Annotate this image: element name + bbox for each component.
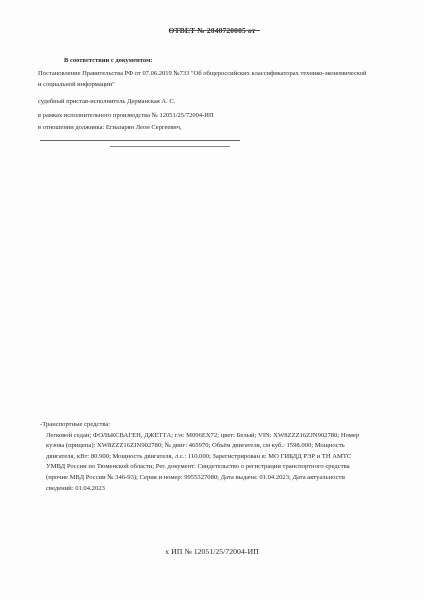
proceedings-line: в рамках исполнительного производства № 12051/25/72004-ИП	[38, 112, 214, 119]
proceedings-footer: х ИП № 12051/25/72004-ИП	[165, 547, 259, 556]
vehicle-details: Легковой седан; ФОЛЬКСВАГЕН, ДЖЕТТА; г/н: М096ЕХ72; цвет: Белый; VIN: XW8ZZZ16ZJN902780; Номер кузова (прицепа): XW8ZZZ16ZJN902780; № двиг: 465970; Объём двигателя, см куб.: 1598.000; Мощность двигателя, кВт: 80.900; Мощность двигателя, л.с.: 110.000; Зарегистрирован в: МО ГИБДД РЭР и ТН АМТС УМВД России по Тюменской области; Рег. документ: Свидетельство о регистрации транспортного средства (прочие МВД России № 346-93); Серия и номер: 9955327080; Дата выдачи: 01.04.2023; Дата актуальности сведений: 01.04.2023	[46, 431, 360, 492]
vehicle-header: -Транспортные средства:	[40, 421, 111, 428]
redaction-line-1	[40, 140, 240, 141]
debtor-line: в отношении должника: Егиазарян Леон Сергеевич,	[38, 124, 182, 131]
title-strikethrough	[170, 30, 260, 31]
vehicle-section	[40, 420, 370, 494]
decree-text: Постановление Правительства РФ от 07.06.2019 №733 "Об общероссийских классификаторах технико-экономической и социальной информации"	[38, 70, 367, 88]
preamble: В соответствии с документом:	[64, 57, 153, 64]
document-title: ОТВЕТ № 2040720005 от	[0, 26, 424, 35]
redaction-line-2	[110, 146, 230, 147]
officer-line: судебный пристав-исполнитель Дерманская А. С.	[38, 98, 176, 105]
